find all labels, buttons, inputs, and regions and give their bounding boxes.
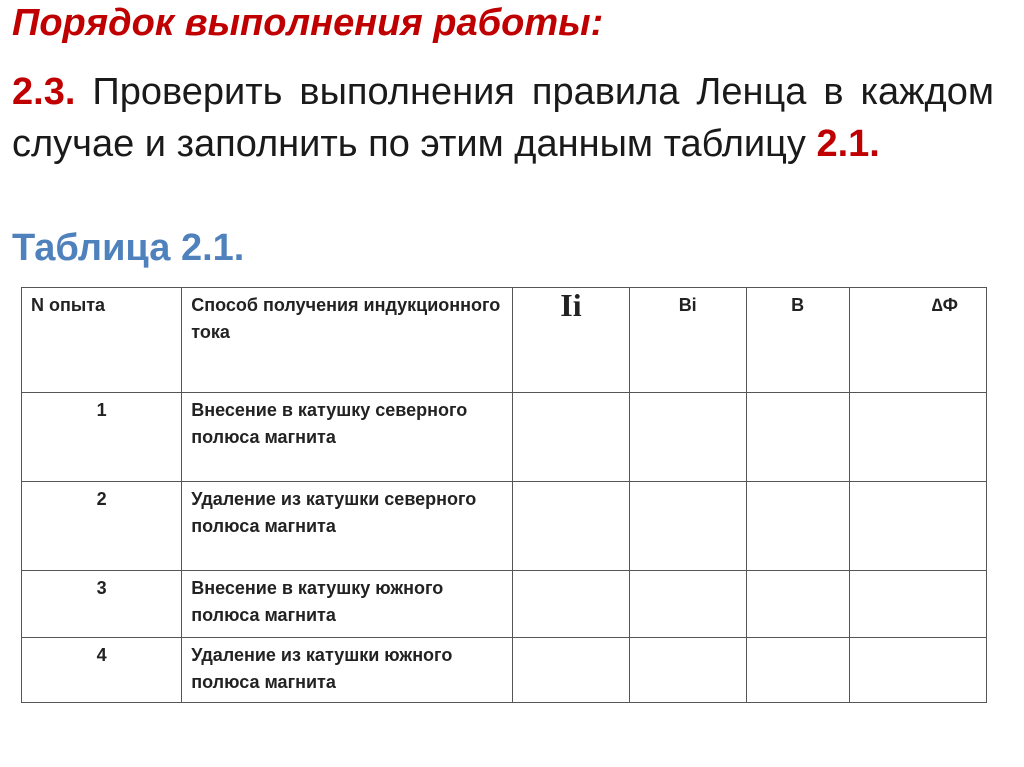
step-text: Проверить выполнения правила Ленца в каждом случае и заполнить по этим данным таблицу — [12, 71, 994, 165]
header-method: Способ получения индукционного тока — [182, 288, 513, 393]
header-n: N опыта — [22, 288, 182, 393]
row-method: Внесение в катушку северного полюса магнита — [182, 393, 513, 482]
row-number: 4 — [22, 638, 182, 703]
cell-b[interactable] — [746, 482, 849, 571]
header-bi: Bi — [629, 288, 746, 393]
cell-dphi[interactable] — [849, 571, 986, 638]
row-number: 3 — [22, 571, 182, 638]
cell-dphi[interactable] — [849, 482, 986, 571]
cell-b[interactable] — [746, 393, 849, 482]
cell-dphi[interactable] — [849, 638, 986, 703]
row-method: Удаление из катушки южного полюса магнита — [182, 638, 513, 703]
cell-bi[interactable] — [629, 571, 746, 638]
instruction-paragraph — [12, 66, 994, 170]
cell-ii[interactable] — [513, 571, 630, 638]
header-b: B — [746, 288, 849, 393]
cell-bi[interactable] — [629, 393, 746, 482]
header-ii: Ii — [513, 288, 630, 393]
results-table — [21, 287, 987, 703]
table-reference: 2.1. — [816, 123, 880, 165]
cell-b[interactable] — [746, 638, 849, 703]
header-dphi: ∆Ф — [849, 288, 986, 393]
slide-title: Порядок выполнения работы: — [12, 2, 604, 44]
step-number: 2.3. — [12, 71, 76, 113]
cell-bi[interactable] — [629, 482, 746, 571]
row-number: 2 — [22, 482, 182, 571]
table-header-row — [22, 288, 987, 393]
cell-b[interactable] — [746, 571, 849, 638]
cell-dphi[interactable] — [849, 393, 986, 482]
cell-bi[interactable] — [629, 638, 746, 703]
table-row — [22, 393, 987, 482]
cell-ii[interactable] — [513, 393, 630, 482]
cell-ii[interactable] — [513, 482, 630, 571]
table-caption: Таблица 2.1. — [12, 227, 245, 269]
row-number: 1 — [22, 393, 182, 482]
table-row — [22, 571, 987, 638]
table-row — [22, 482, 987, 571]
row-method: Удаление из катушки северного полюса магнита — [182, 482, 513, 571]
cell-ii[interactable] — [513, 638, 630, 703]
row-method: Внесение в катушку южного полюса магнита — [182, 571, 513, 638]
table-row — [22, 638, 987, 703]
